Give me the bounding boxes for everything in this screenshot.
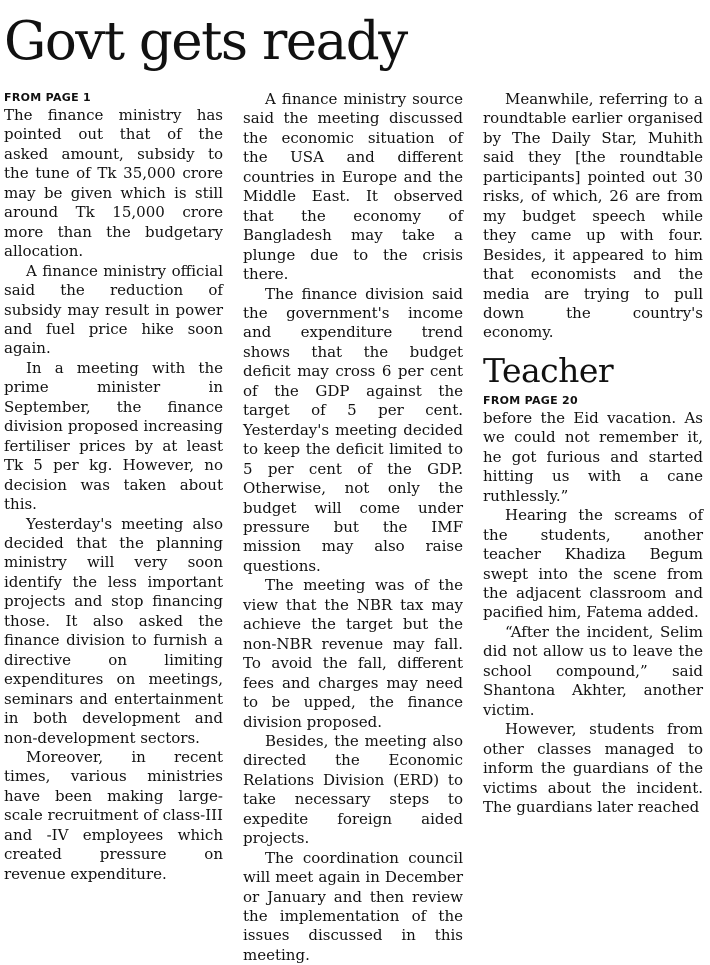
paragraph: Meanwhile, referring to a roundtable earlier organised by The Daily Star, Muhith said they [the roundtable participants] pointed out 30 risks, of which, 26 are from my budget speech while they came up with four. Besides, it appeared to him that economists and the media are trying to pull down the country's economy. xyxy=(483,90,703,342)
continuation-kicker: FROM PAGE 1 xyxy=(4,91,92,104)
paragraph: Yesterday's meeting also decided that the planning ministry will very soon identify the less important projects and stop financing those. It also asked the finance division to furnish a directive on limiting expenditures on meetings, seminars and entertainment in both development and non-development sectors. xyxy=(4,514,223,747)
paragraph: A finance ministry official said the reduction of subsidy may result in power and fuel price hike soon again. xyxy=(4,261,223,358)
paragraph: Hearing the screams of the students, another teacher Khadiza Begum swept into the scene from the adjacent classroom and pacified him, Fatema added. xyxy=(483,506,703,622)
paragraph: The finance division said the government's income and expenditure trend shows that the budget deficit may cross 6 per cent of the GDP against the target of 5 per cent. Yesterday's meeting decided to keep the deficit limited to 5 per cent of the GDP. Otherwise, not only the budget will come under pressure but the IMF mission may also raise questions. xyxy=(243,284,463,575)
paragraph: Besides, the meeting also directed the Economic Relations Division (ERD) to take necessary steps to expedite foreign aided projects. xyxy=(243,731,463,848)
paragraph: Moreover, in recent times, various ministries have been making large-scale recruitment of class-III and -IV employees which created pressure on revenue expenditure. xyxy=(4,747,223,883)
paragraph: The meeting was of the view that the NBR tax may achieve the target but the non-NBR revenue may fall. To avoid the fall, different fees and charges may need to be upped, the finance division proposed. xyxy=(243,576,463,731)
paragraph: “After the incident, Selim did not allow us to leave the school compound,” said Shantona Akhter, another victim. xyxy=(483,622,703,719)
paragraph: before the Eid vacation. As we could not remember it, he got furious and started hitting us with a cane ruthlessly.” xyxy=(483,408,703,505)
story-title: Teacher xyxy=(483,350,614,390)
headline: Govt gets ready xyxy=(4,11,407,72)
paragraph: A finance ministry source said the meeting discussed the economic situation of the USA and different countries in Europe and the Middle East. It observed that the economy of Bangladesh may take a plunge due to the crisis there. xyxy=(243,90,463,284)
paragraph: However, students from other classes managed to inform the guardians of the victims about the incident. The guardians later reached xyxy=(483,720,703,816)
paragraph: The coordination council will meet again in December or January and then review the implementation of the issues discussed in this meeting. xyxy=(243,848,463,964)
paragraph: The finance ministry has pointed out that of the asked amount, subsidy to the tune of Tk 35,000 crore may be given which is still around Tk 15,000 crore more than the budgetary allocation. xyxy=(4,106,223,261)
continuation-kicker: FROM PAGE 20 xyxy=(483,393,578,407)
paragraph: In a meeting with the prime minister in September, the finance division proposed increasing fertiliser prices by at least Tk 5 per kg. However, no decision was taken about this. xyxy=(4,358,223,514)
article-column-3 xyxy=(483,90,703,817)
article-column-2 xyxy=(243,90,463,965)
article-column-1 xyxy=(4,90,223,884)
